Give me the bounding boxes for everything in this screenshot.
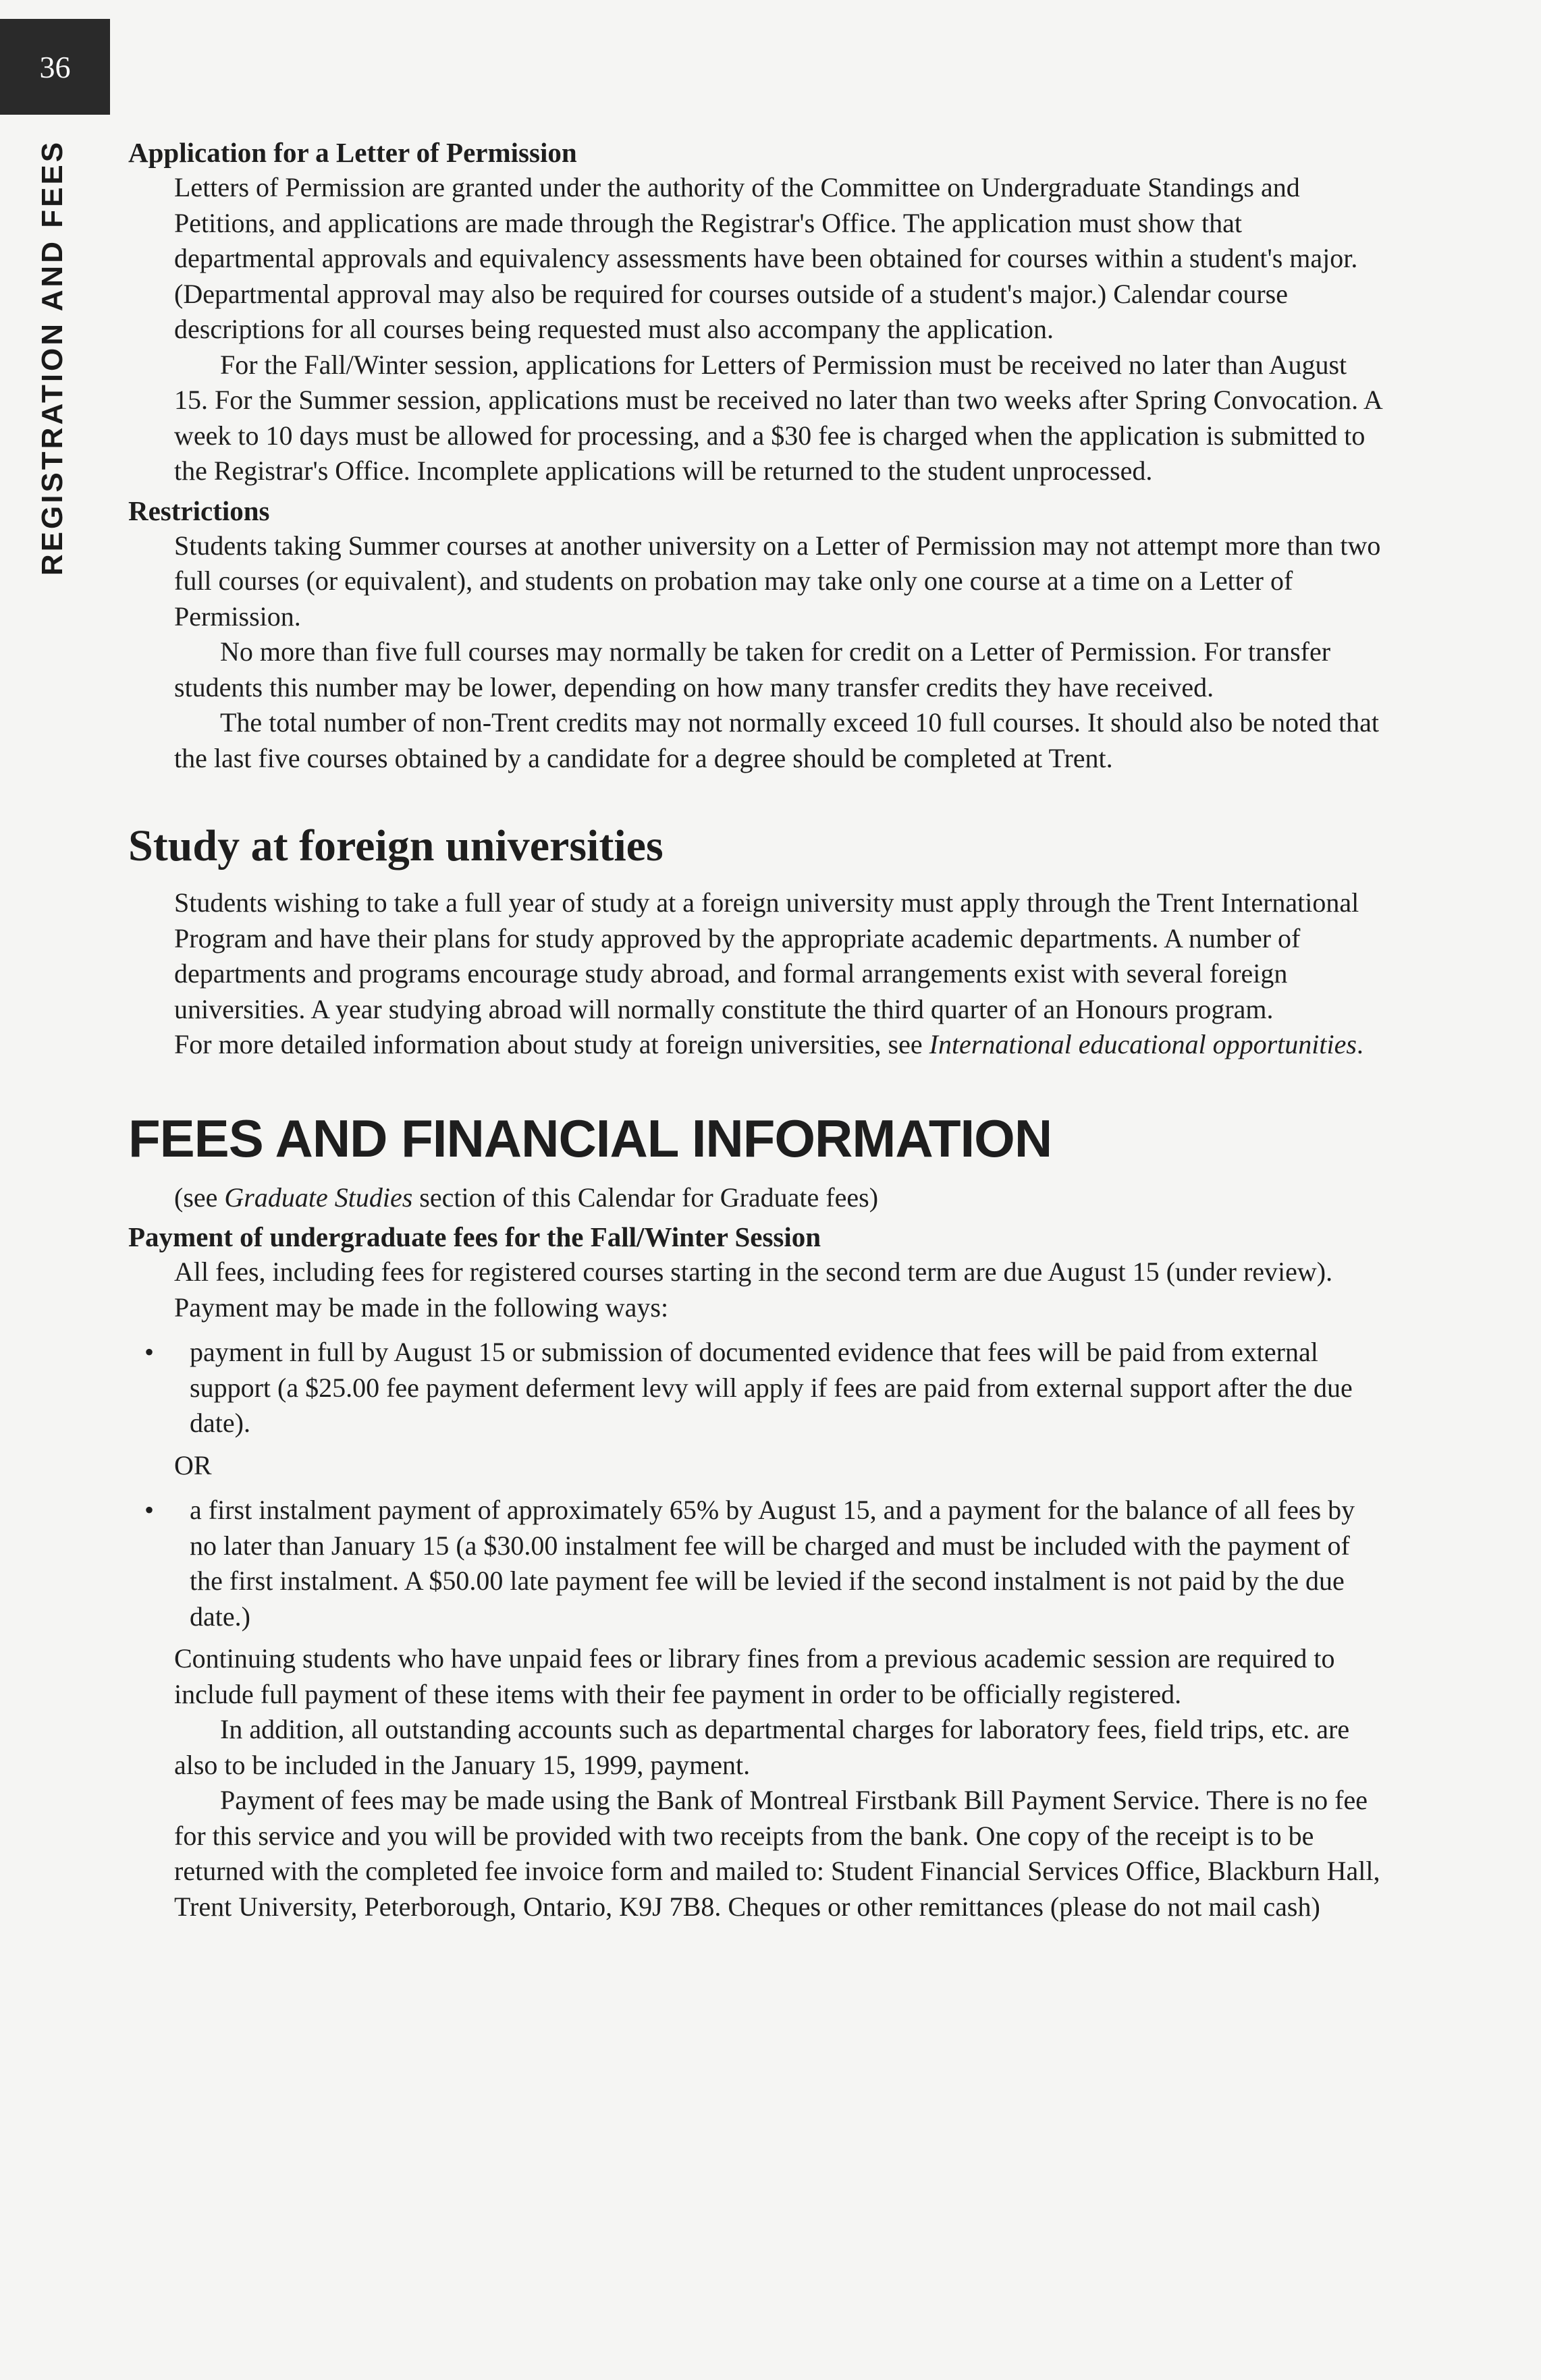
- payment-option-1: payment in full by August 15 or submission of documented evidence that fees will be paid from external support (a $25.00 fee payment deferment levy will apply if fees are paid from external support after the due date).: [190, 1337, 1353, 1438]
- payment-options-list-2: [128, 1493, 1384, 1634]
- payment-paragraph-4: Payment of fees may be made using the Bank of Montreal Firstbank Bill Payment Service. There is no fee for this service and you will be provided with two receipts from the bank. One copy of the receipt is to be returned with the completed fee invoice form and mailed to: Student Financial Services Office, Blackburn Hall, Trent University, Peterborough, Ontario, K9J 7B8. Cheques or other remittances (please do not mail cash): [174, 1785, 1380, 1922]
- letter-of-permission-section: [128, 135, 1384, 489]
- international-opportunities-reference: International educational opportunities: [929, 1029, 1357, 1059]
- foreign-p2-prefix: For more detailed information about study at foreign universities, see: [174, 1029, 929, 1059]
- letter-of-permission-paragraph-1: Letters of Permission are granted under the authority of the Committee on Undergraduate Standings and Petitions, and applications are made through the Registrar's Office. The application must show that departmental approvals and equivalency assessments have been obtained for courses within a student's major. (Departmental approval may also be required for courses outside of a student's major.) Calendar course descriptions for all courses being requested must also accompany the application.: [174, 172, 1358, 344]
- note-prefix: (see: [174, 1182, 225, 1213]
- or-separator: OR: [174, 1449, 212, 1480]
- page-content: [128, 135, 1384, 1925]
- restrictions-paragraph-2: No more than five full courses may normally be taken for credit on a Letter of Permission. For transfer students this number may be lower, depending on how many transfer credits they have received.: [174, 636, 1331, 702]
- letter-of-permission-heading: Application for a Letter of Permission: [128, 137, 577, 168]
- payment-heading: Payment of undergraduate fees for the Fall/Winter Session: [128, 1221, 821, 1252]
- payment-options-list-1: [128, 1335, 1384, 1441]
- restrictions-heading: Restrictions: [128, 495, 270, 526]
- foreign-universities-section: [128, 819, 1384, 1063]
- fees-section: [128, 1106, 1384, 1925]
- graduate-studies-reference: Graduate Studies: [224, 1182, 413, 1213]
- restrictions-section: [128, 493, 1384, 777]
- foreign-universities-paragraph-2: [174, 1027, 1384, 1063]
- list-item: [144, 1335, 1384, 1441]
- restrictions-paragraph-3: The total number of non-Trent credits may not normally exceed 10 full courses. It should also be noted that the last five courses obtained by a candidate for a degree should be completed at Trent.: [174, 707, 1380, 773]
- graduate-fees-note: [174, 1180, 1384, 1216]
- foreign-p2-suffix: .: [1356, 1029, 1363, 1059]
- payment-paragraph-1: All fees, including fees for registered courses starting in the second term are due August 15 (under review). Payment may be made in the following ways:: [174, 1256, 1333, 1323]
- foreign-universities-heading: Study at foreign universities: [128, 821, 664, 870]
- letter-of-permission-paragraph-2: For the Fall/Winter session, applications for Letters of Permission must be received no later than August 15. For the Summer session, applications must be received no later than two weeks after Spring Convocation. A week to 10 days must be allowed for processing, and a $30 fee is charged when the application is submitted to the Registrar's Office. Incomplete applications will be returned to the student unprocessed.: [174, 349, 1382, 486]
- payment-option-2: a first instalment payment of approximately 65% by August 15, and a payment for the balance of all fees by no later than January 15 (a $30.00 instalment fee will be charged and must be included with the payment of the first instalment. A $50.00 late payment fee will be levied if the second instalment is not paid by the due date.): [190, 1495, 1355, 1632]
- bullet-icon: •: [144, 1337, 155, 1367]
- page-number: 36: [0, 19, 110, 115]
- payment-paragraph-3: In addition, all outstanding accounts such as departmental charges for laboratory fees, field trips, etc. are also to be included in the January 15, 1999, payment.: [174, 1714, 1350, 1780]
- payment-paragraph-2: Continuing students who have unpaid fees or library fines from a previous academic session are required to include full payment of these items with their fee payment in order to be officially registered.: [174, 1643, 1335, 1709]
- restrictions-paragraph-1: Students taking Summer courses at another university on a Letter of Permission may not attempt more than two full courses (or equivalent), and students on probation may take only one course at a time on a Letter of Permission.: [174, 530, 1381, 632]
- list-item: [144, 1493, 1384, 1634]
- fees-heading: FEES AND FINANCIAL INFORMATION: [128, 1108, 1052, 1168]
- bullet-icon: •: [144, 1495, 155, 1525]
- foreign-universities-paragraph-1: Students wishing to take a full year of study at a foreign university must apply through the Trent International Program and have their plans for study approved by the appropriate academic departments. A number of departments and programs encourage study abroad, and formal arrangements exist with several foreign universities. A year studying abroad will normally constitute the third quarter of an Honours program.: [174, 887, 1359, 1024]
- section-side-label: REGISTRATION AND FEES: [36, 139, 69, 576]
- note-suffix: section of this Calendar for Graduate fees): [412, 1182, 879, 1213]
